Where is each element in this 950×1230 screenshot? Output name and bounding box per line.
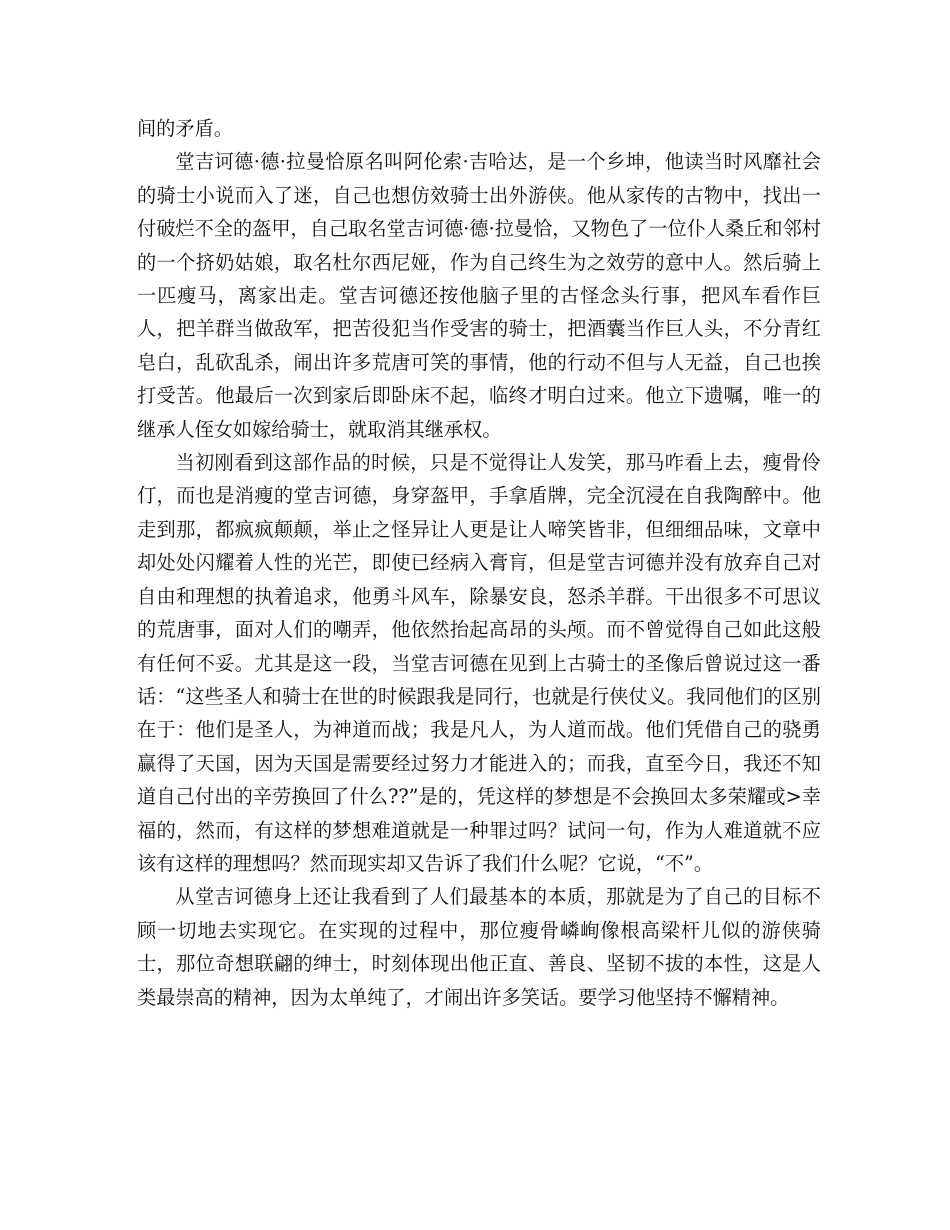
paragraph-1: 间的矛盾。: [137, 117, 233, 140]
paragraph-4: 从堂吉诃德身上还让我看到了人们最基本的本质，那就是为了自己的目标不顾一切地去实现它。在实现的过程中，那位瘦骨嶙峋像根高梁杆儿似的游侠骑士，那位奇想联翩的绅士，时刻体现出他正直、善良、坚韧不拔的本性，这是人类最崇高的精神，因为太单纯了，才闹出许多笑话。要学习他坚持不懈精神。: [137, 885, 821, 1009]
paragraph-2: 堂吉诃德·德·拉曼恰原名叫阿伦索·吉哈达，是一个乡坤，他读当时风靡社会的骑士小说而入了迷，自己也想仿效骑士出外游侠。他从家传的古物中，找出一付破烂不全的盔甲，自己取名堂吉诃德·德·拉曼恰，又物色了一位仆人桑丘和邻村的一个挤奶姑娘，取名杜尔西尼娅，作为自己终生为之效劳的意中人。然后骑上一匹瘦马，离家出走。堂吉诃德还按他脑子里的古怪念头行事，把风车看作巨人，把羊群当做敌军，把苦役犯当作受害的骑士，把酒囊当作巨人头，不分青红皂白，乱砍乱杀，闹出许多荒唐可笑的事情，他的行动不但与人无益，自己也挨打受苦。他最后一次到家后即卧床不起，临终才明白过来。他立下遗嘱，唯一的继承人侄女如嫁给骑士，就取消其继承权。: [137, 150, 821, 441]
paragraph-3: 当初刚看到这部作品的时候，只是不觉得让人发笑，那马咋看上去，瘦骨伶仃，而也是消瘦的堂吉诃德，身穿盔甲，手拿盾牌，完全沉浸在自我陶醉中。他走到那，都疯疯颠颠，举止之怪异让人更是让人啼笑皆非，但细细品味，文章中却处处闪耀着人性的光芒，即使已经病入膏肓，但是堂吉诃德并没有放弃自己对自由和理想的执着追求，他勇斗风车，除暴安良，怒杀羊群。干出很多不可思议的荒唐事，面对人们的嘲弄，他依然抬起高昂的头颅。而不曾觉得自己如此这般有任何不妥。尤其是这一段，当堂吉诃德在见到上古骑士的圣像后曾说过这一番话：“这些圣人和骑士在世的时候跟我是同行，也就是行侠仗义。我同他们的区别在于：他们是圣人，为神道而战；我是凡人，为人道而战。他们凭借自己的骁勇赢得了天国，因为天国是需要经过努力才能进入的；而我，直至今日，我还不知道自己付出的辛劳换回了什么??”是的，凭这样的梦想是不会换回太多荣耀或>幸福的，然而，有这样的梦想难道就是一种罪过吗？试问一句，作为人难道就不应该有这样的理想吗？然而现实却又告诉了我们什么呢？它说，“不”。: [137, 451, 821, 875]
document-body: [137, 112, 821, 1014]
